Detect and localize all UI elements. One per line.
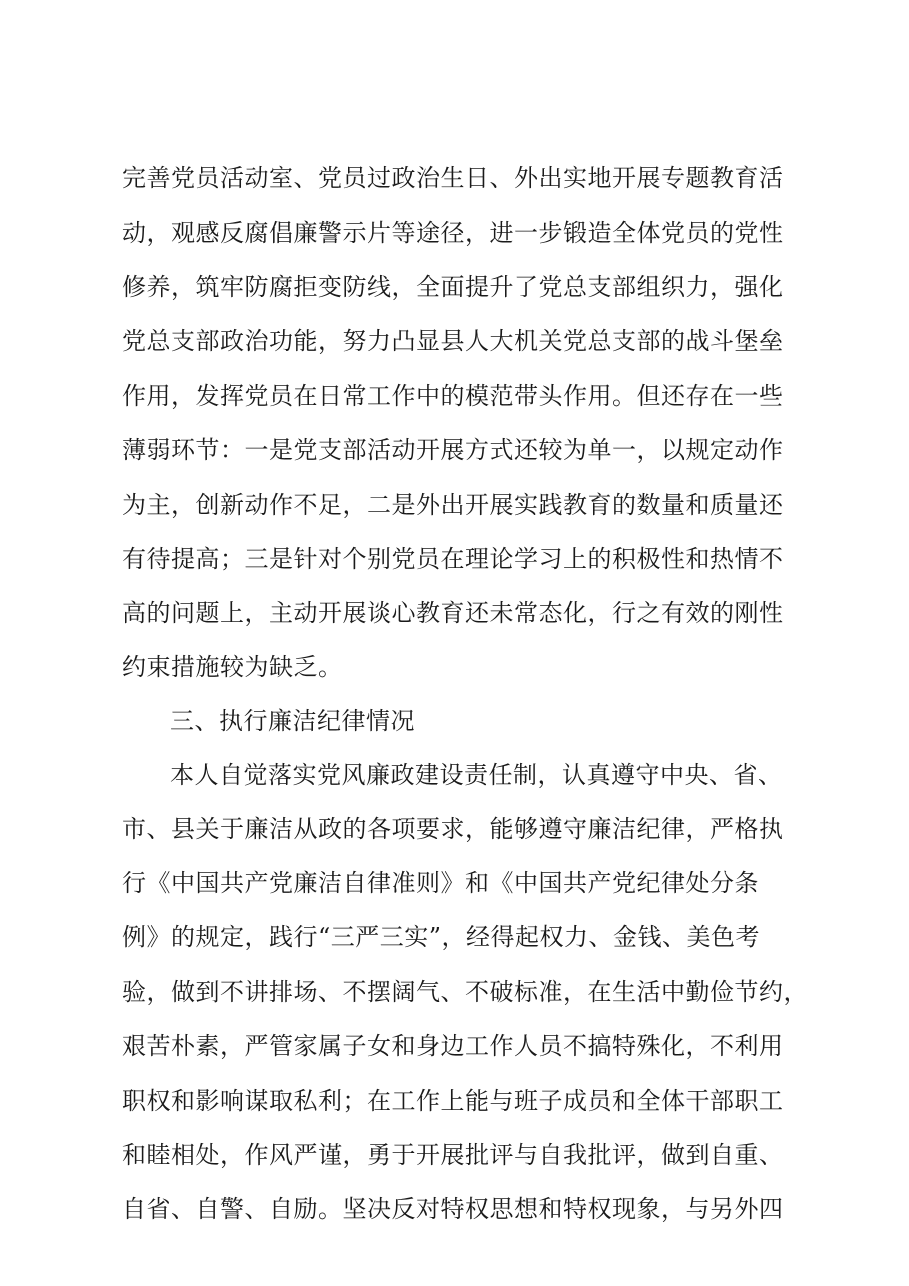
body-text-line: 自省、自警、自励。坚决反对特权思想和特权现象，与另外四 (122, 1195, 784, 1223)
body-text-line: 为主，创新动作不足，二是外出开展实践教育的数量和质量还 (122, 491, 784, 519)
body-text-line: 有待提高；三是针对个别党员在理论学习上的积极性和热情不 (122, 545, 784, 573)
body-text-line: 党总支部政治功能，努力凸显县人大机关党总支部的战斗堡垒 (122, 327, 784, 355)
body-text-line: 例》的规定，践行“三严三实”，经得起权力、金钱、美色考 (122, 923, 761, 951)
body-text-line: 约束措施较为缺乏。 (122, 653, 343, 681)
body-text-line: 行《中国共产党廉洁自律准则》和《中国共产党纪律处分条 (122, 869, 759, 897)
body-text-line: 完善党员活动室、党员过政治生日、外出实地开展专题教育活 (122, 164, 784, 192)
body-text-line: 薄弱环节：一是党支部活动开展方式还较为单一，以规定动作 (122, 436, 784, 464)
body-text-line: 市、县关于廉洁从政的各项要求，能够遵守廉洁纪律，严格执 (122, 815, 784, 843)
body-text-line: 高的问题上，主动开展谈心教育还未常态化，行之有效的刚性 (122, 599, 784, 627)
body-text-line: 艰苦朴素，严管家属子女和身边工作人员不搞特殊化，不利用 (122, 1032, 784, 1060)
body-text-line: 职权和影响谋取私利；在工作上能与班子成员和全体干部职工 (122, 1087, 784, 1115)
body-text-line: 本人自觉落实党风廉政建设责任制，认真遵守中央、省、 (170, 761, 783, 789)
body-text-line: 验，做到不讲排场、不摆阔气、不破标准，在生活中勤俭节约， (122, 978, 808, 1006)
body-text-line: 动，观感反腐倡廉警示片等途径，进一步锻造全体党员的党性 (122, 219, 784, 247)
body-text-line: 作用，发挥党员在日常工作中的模范带头作用。但还存在一些 (122, 382, 784, 410)
body-text-line: 和睦相处，作风严谨，勇于开展批评与自我批评，做到自重、 (122, 1141, 784, 1169)
section-heading: 三、执行廉洁纪律情况 (170, 707, 415, 735)
body-text-line: 修养，筑牢防腐拒变防线，全面提升了党总支部组织力，强化 (122, 273, 784, 301)
